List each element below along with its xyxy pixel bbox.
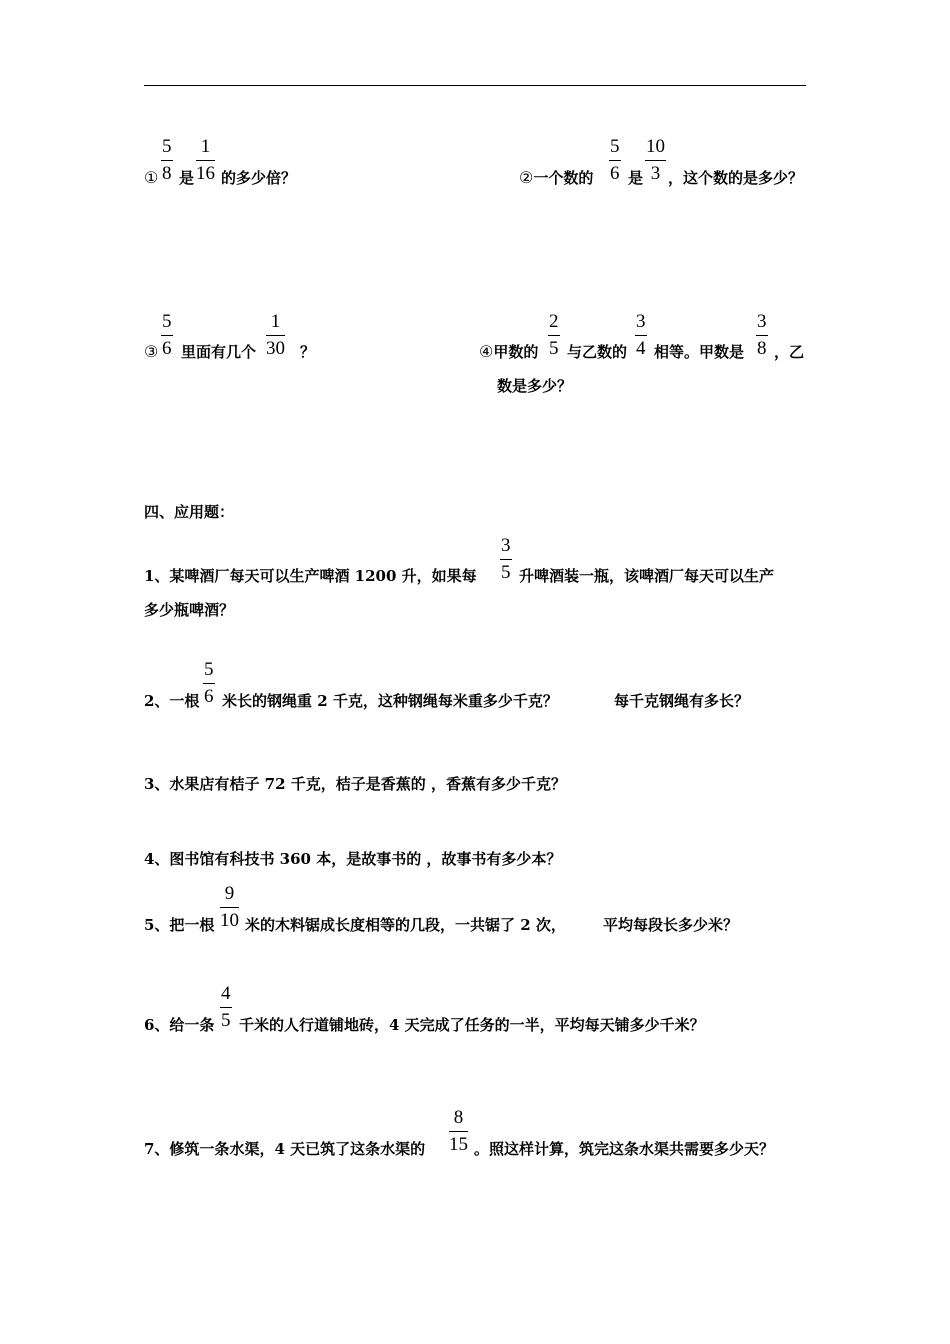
q2-marker: ② bbox=[519, 168, 534, 187]
q1-fraction-b: 1 16 bbox=[196, 136, 215, 184]
q4-marker: ④ bbox=[479, 342, 494, 361]
problem-2-part2: 米长的钢绳重 2 千克，这种钢绳每米重多少千克？ bbox=[222, 692, 558, 710]
q1-marker: ① bbox=[144, 168, 159, 187]
q4-text1: 甲数的 bbox=[493, 343, 539, 361]
problem-5-fraction: 9 10 bbox=[220, 883, 239, 931]
q2-fraction-a: 5 6 bbox=[610, 136, 620, 184]
problem-6-part2: 千米的人行道铺地砖，4 天完成了任务的一半，平均每天铺多少千米？ bbox=[239, 1016, 705, 1034]
q4-text4: ，乙 bbox=[774, 343, 805, 361]
problem-7-part2: 。照这样计算，筑完这条水渠共需要多少天？ bbox=[474, 1140, 775, 1158]
problem-5-part2: 米的木料锯成长度相等的几段，一共锯了 2 次， bbox=[245, 916, 566, 934]
q1-text2: 的多少倍？ bbox=[221, 169, 297, 187]
q4-text3: 相等。甲数是 bbox=[654, 343, 745, 361]
calc-q1 bbox=[144, 168, 158, 188]
q2-text2: 是 bbox=[628, 169, 644, 187]
q3-text2: ？ bbox=[300, 343, 316, 361]
q2-text1: 一个数的 bbox=[533, 169, 594, 187]
q2-fraction-b: 10 3 bbox=[646, 136, 665, 184]
problem-4: 4、图书馆有科技书 360 本，是故事书的 ，故事书有多少本？ bbox=[144, 850, 562, 868]
q3-marker: ③ bbox=[144, 342, 159, 361]
q1-fraction-a: 5 8 bbox=[162, 136, 172, 184]
q4-text2: 与乙数的 bbox=[567, 343, 628, 361]
calc-q3 bbox=[144, 342, 158, 362]
problem-6-part1: 6、给一条 bbox=[144, 1016, 215, 1034]
problem-2-part1: 2、一根 bbox=[144, 692, 200, 710]
section-title: 四、应用题： bbox=[144, 503, 235, 521]
problem-2-fraction: 5 6 bbox=[204, 659, 214, 707]
q4-text5: 数是多少？ bbox=[497, 377, 573, 395]
problem-1-part2: 升啤酒装一瓶，该啤酒厂每天可以生产 bbox=[519, 567, 775, 585]
problem-1-line2: 多少瓶啤酒？ bbox=[144, 601, 235, 619]
problem-1-fraction: 3 5 bbox=[501, 535, 511, 583]
problem-7-fraction: 8 15 bbox=[449, 1107, 468, 1155]
q3-fraction-b: 1 30 bbox=[266, 311, 285, 359]
problem-5-part3: 平均每段长多少米？ bbox=[603, 916, 739, 934]
q4-fraction-a: 2 5 bbox=[549, 311, 559, 359]
q4-fraction-b: 3 4 bbox=[636, 311, 646, 359]
q3-text1: 里面有几个 bbox=[181, 343, 257, 361]
problem-5-part1: 5、把一根 bbox=[144, 916, 215, 934]
problem-6-fraction: 4 5 bbox=[221, 983, 231, 1031]
calc-q2 bbox=[519, 168, 593, 188]
problem-1-part1: 1、某啤酒厂每天可以生产啤酒 1200 升，如果每 bbox=[144, 567, 477, 585]
problem-2-part3: 每千克钢绳有多长？ bbox=[614, 692, 750, 710]
q1-text1: 是 bbox=[179, 169, 195, 187]
q2-text3: ，这个数的是多少？ bbox=[668, 169, 804, 187]
calc-q4 bbox=[479, 342, 538, 362]
problem-3: 3、水果店有桔子 72 千克，桔子是香蕉的 ，香蕉有多少千克？ bbox=[144, 775, 566, 793]
q3-fraction-a: 5 6 bbox=[162, 311, 172, 359]
q4-fraction-c: 3 8 bbox=[757, 311, 767, 359]
header-rule bbox=[144, 85, 806, 86]
problem-7-part1: 7、修筑一条水渠，4 天已筑了这条水渠的 bbox=[144, 1140, 426, 1158]
